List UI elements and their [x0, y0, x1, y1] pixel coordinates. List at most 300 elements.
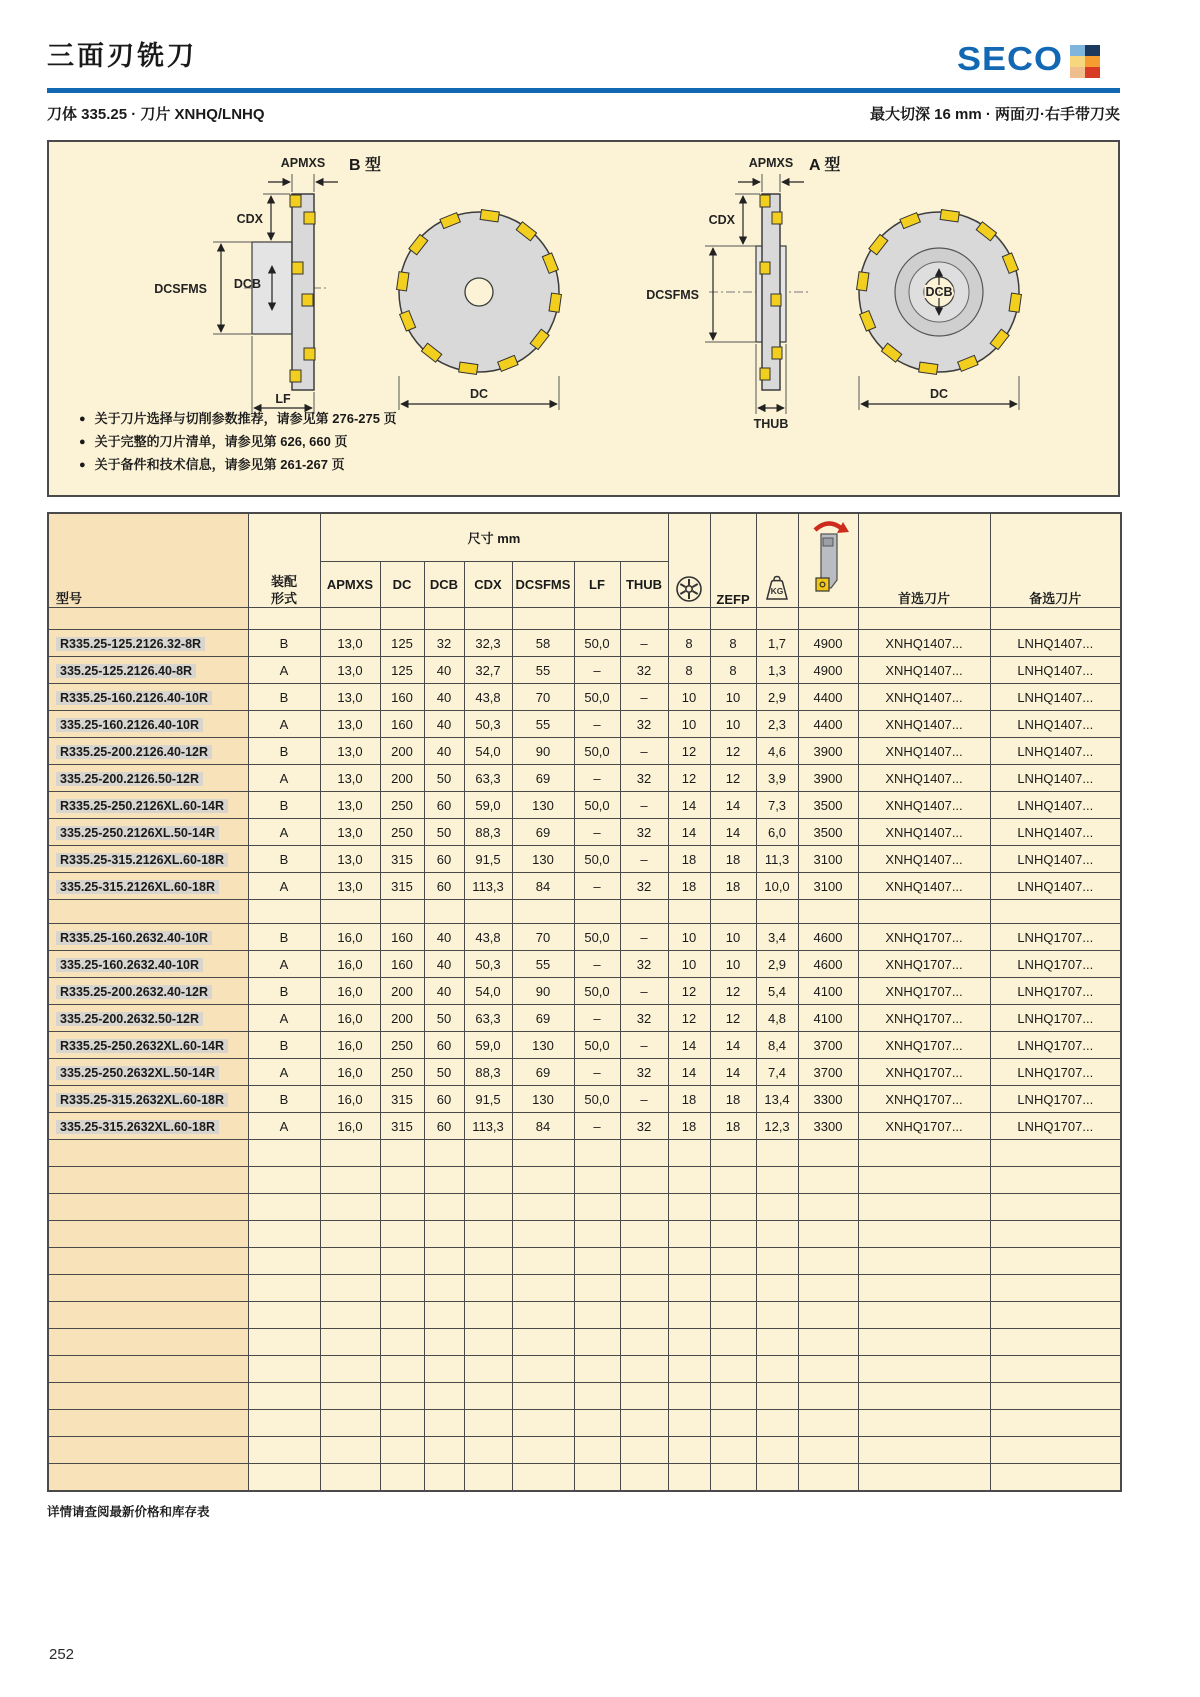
cell-mount: A: [248, 951, 320, 978]
cell-dcsfms: [512, 608, 574, 630]
cell-mount: B: [248, 738, 320, 765]
cell-dcsfms: 69: [512, 765, 574, 792]
cell-thub: [620, 1410, 668, 1437]
cell-alternate_insert: LNHQ1707...: [990, 951, 1121, 978]
cell-lf: [574, 900, 620, 924]
cell-dcb: [424, 900, 464, 924]
page-number: 252: [49, 1646, 75, 1663]
cell-dcsfms: [512, 1275, 574, 1302]
cell-lf: [574, 1221, 620, 1248]
cell-lf: 50,0: [574, 630, 620, 657]
cell-preferred_insert: XNHQ1707...: [858, 1086, 990, 1113]
cell-zefp: 12: [710, 738, 756, 765]
cell-teeth: [668, 1221, 710, 1248]
cell-cdx: 63,3: [464, 765, 512, 792]
cell-teeth: [668, 608, 710, 630]
cell-lf: 50,0: [574, 684, 620, 711]
cell-dc: 200: [380, 765, 424, 792]
cell-weight: 3,9: [756, 765, 798, 792]
cell-thub: –: [620, 1086, 668, 1113]
model-number: 335.25-125.2126.40-8R: [56, 664, 196, 678]
cell-teeth: 8: [668, 657, 710, 684]
dim-label-dc-a: DC: [929, 387, 949, 401]
cell-model: [48, 1275, 248, 1302]
dim-label-cdx-a: CDX: [708, 213, 735, 227]
cell-rpm_max: 3500: [798, 819, 858, 846]
cell-alternate_insert: [990, 1248, 1121, 1275]
cell-preferred_insert: XNHQ1407...: [858, 792, 990, 819]
cell-dcb: [424, 1437, 464, 1464]
cell-apmxs: 16,0: [320, 1113, 380, 1140]
col-group-size-mm: 尺寸 mm: [320, 513, 668, 561]
cell-thub: [620, 608, 668, 630]
subheader: [47, 103, 1120, 124]
cell-alternate_insert: [990, 1194, 1121, 1221]
logo-square: [1085, 56, 1100, 67]
cell-cdx: [464, 1194, 512, 1221]
cell-weight: [756, 1464, 798, 1491]
subheader-right: 最大切深 16 mm · 两面刃·右手带刀夹: [869, 106, 1120, 123]
cell-dcb: 60: [424, 846, 464, 873]
model-number: 335.25-200.2126.50-12R: [56, 772, 203, 786]
cell-thub: [620, 1248, 668, 1275]
model-number: R335.25-160.2632.40-10R: [56, 931, 212, 945]
cell-alternate_insert: [990, 1329, 1121, 1356]
cell-preferred_insert: XNHQ1707...: [858, 1059, 990, 1086]
cell-thub: [620, 1329, 668, 1356]
cell-cdx: [464, 1248, 512, 1275]
dim-label-dcsfms-a: DCSFMS: [646, 288, 699, 302]
cell-model: [48, 1437, 248, 1464]
cell-model: [48, 846, 248, 873]
dim-label-cdx-b: CDX: [236, 212, 263, 226]
cell-teeth: 12: [668, 738, 710, 765]
data-row: [48, 738, 1121, 765]
cell-thub: [620, 1464, 668, 1491]
cell-model: [48, 819, 248, 846]
cell-mount: B: [248, 1032, 320, 1059]
cell-model: [48, 657, 248, 684]
cell-teeth: [668, 1194, 710, 1221]
col-header-lf: LF: [574, 561, 620, 607]
data-row: [48, 1005, 1121, 1032]
cutter-a-side-view: [646, 156, 809, 431]
bullet-icon: ●: [79, 459, 86, 471]
cell-apmxs: 13,0: [320, 711, 380, 738]
cell-apmxs: [320, 1302, 380, 1329]
cell-dcsfms: 130: [512, 792, 574, 819]
cell-dcsfms: 84: [512, 873, 574, 900]
cell-apmxs: 13,0: [320, 819, 380, 846]
cell-lf: [574, 1383, 620, 1410]
cell-dcb: 40: [424, 738, 464, 765]
cell-dcsfms: [512, 1464, 574, 1491]
cell-alternate_insert: LNHQ1707...: [990, 924, 1121, 951]
model-number: 335.25-200.2632.50-12R: [56, 1012, 203, 1026]
col-header-max-rpm: [798, 513, 858, 608]
cell-weight: 7,4: [756, 1059, 798, 1086]
gear-teeth-icon: [674, 574, 704, 604]
cell-zefp: [710, 900, 756, 924]
cell-weight: 2,9: [756, 951, 798, 978]
dim-label-apmxs-b: APMXS: [280, 156, 326, 170]
cell-apmxs: [320, 1248, 380, 1275]
cell-dcb: 60: [424, 792, 464, 819]
cell-weight: 8,4: [756, 1032, 798, 1059]
cell-rpm_max: [798, 1356, 858, 1383]
cutter-b-front-view: [397, 210, 562, 410]
data-row: [48, 765, 1121, 792]
cell-teeth: 14: [668, 1032, 710, 1059]
cell-thub: –: [620, 738, 668, 765]
cell-cdx: [464, 1140, 512, 1167]
cell-preferred_insert: XNHQ1407...: [858, 711, 990, 738]
cell-dc: [380, 1248, 424, 1275]
cell-dcb: 60: [424, 873, 464, 900]
cell-lf: –: [574, 1113, 620, 1140]
cell-zefp: [710, 1194, 756, 1221]
catalog-table-body: [48, 608, 1121, 1491]
cell-teeth: 12: [668, 978, 710, 1005]
data-row: [48, 684, 1121, 711]
cell-rpm_max: [798, 1383, 858, 1410]
catalog-table: [47, 512, 1122, 1492]
cell-mount: [248, 1437, 320, 1464]
cell-apmxs: [320, 1275, 380, 1302]
cell-mount: A: [248, 1059, 320, 1086]
cell-dc: 315: [380, 846, 424, 873]
cell-weight: [756, 1356, 798, 1383]
svg-text:KG: KG: [770, 586, 784, 596]
cell-lf: –: [574, 951, 620, 978]
subheader-left: 刀体 335.25 · 刀片 XNHQ/LNHQ: [47, 106, 265, 123]
cell-dcb: [424, 1140, 464, 1167]
cell-zefp: [710, 1221, 756, 1248]
col-header-thub: THUB: [620, 561, 668, 607]
cell-mount: A: [248, 1113, 320, 1140]
cell-dc: [380, 900, 424, 924]
cell-teeth: 18: [668, 1113, 710, 1140]
cell-cdx: 50,3: [464, 711, 512, 738]
col-header-cdx: CDX: [464, 561, 512, 607]
cell-cdx: 63,3: [464, 1005, 512, 1032]
cell-preferred_insert: [858, 1248, 990, 1275]
cell-dcsfms: [512, 1194, 574, 1221]
cell-rpm_max: [798, 1167, 858, 1194]
cell-preferred_insert: [858, 1275, 990, 1302]
cell-cdx: [464, 1329, 512, 1356]
cell-apmxs: [320, 1356, 380, 1383]
cell-cdx: [464, 900, 512, 924]
cell-weight: [756, 1167, 798, 1194]
cell-rpm_max: 4600: [798, 924, 858, 951]
cell-lf: [574, 1356, 620, 1383]
cell-mount: A: [248, 1005, 320, 1032]
cell-dcsfms: [512, 1167, 574, 1194]
cell-dc: 200: [380, 978, 424, 1005]
model-number: R335.25-250.2126XL.60-14R: [56, 799, 228, 813]
data-row: [48, 1113, 1121, 1140]
cell-cdx: 50,3: [464, 951, 512, 978]
cell-mount: [248, 1167, 320, 1194]
cell-apmxs: 16,0: [320, 1005, 380, 1032]
data-row: [48, 1032, 1121, 1059]
cell-cdx: 32,3: [464, 630, 512, 657]
col-header-apmxs: APMXS: [320, 561, 380, 607]
col-header-dcsfms: DCSFMS: [512, 561, 574, 607]
cell-thub: [620, 1221, 668, 1248]
cell-weight: 3,4: [756, 924, 798, 951]
cell-zefp: [710, 1410, 756, 1437]
cell-cdx: 54,0: [464, 978, 512, 1005]
cell-alternate_insert: LNHQ1707...: [990, 1059, 1121, 1086]
cell-alternate_insert: LNHQ1407...: [990, 765, 1121, 792]
cell-preferred_insert: XNHQ1407...: [858, 738, 990, 765]
cell-preferred_insert: [858, 1302, 990, 1329]
cell-rpm_max: 4900: [798, 657, 858, 684]
cell-dcsfms: 55: [512, 657, 574, 684]
cell-teeth: 12: [668, 1005, 710, 1032]
cell-zefp: [710, 1302, 756, 1329]
cell-lf: 50,0: [574, 978, 620, 1005]
note-item: ● 关于备件和技术信息，请参见第 261-267 页: [79, 457, 345, 472]
cell-dc: 315: [380, 873, 424, 900]
data-row: [48, 873, 1121, 900]
cell-alternate_insert: LNHQ1407...: [990, 738, 1121, 765]
spindle-rotation-icon: [805, 514, 851, 604]
cell-mount: [248, 1221, 320, 1248]
cell-apmxs: 13,0: [320, 846, 380, 873]
cell-rpm_max: 4400: [798, 684, 858, 711]
cell-zefp: [710, 1167, 756, 1194]
cell-mount: B: [248, 684, 320, 711]
cell-weight: [756, 1437, 798, 1464]
cell-dcb: 50: [424, 1059, 464, 1086]
cell-dc: [380, 1329, 424, 1356]
model-number: 335.25-250.2126XL.50-14R: [56, 826, 219, 840]
cell-dc: 250: [380, 1032, 424, 1059]
cell-teeth: [668, 1410, 710, 1437]
cutter-b-side-view: [154, 156, 338, 414]
cell-weight: 7,3: [756, 792, 798, 819]
cell-thub: [620, 1302, 668, 1329]
cell-cdx: 43,8: [464, 924, 512, 951]
cell-dcb: [424, 1221, 464, 1248]
cell-lf: [574, 1329, 620, 1356]
cell-dcb: [424, 1302, 464, 1329]
cell-cdx: [464, 1383, 512, 1410]
cell-preferred_insert: XNHQ1707...: [858, 1113, 990, 1140]
cell-zefp: 14: [710, 819, 756, 846]
group-separator-row: [48, 900, 1121, 924]
cell-preferred_insert: [858, 1356, 990, 1383]
cell-mount: [248, 1275, 320, 1302]
cell-dc: [380, 1167, 424, 1194]
empty-row: [48, 1275, 1121, 1302]
cell-dc: [380, 1356, 424, 1383]
data-row: [48, 1086, 1121, 1113]
cell-apmxs: [320, 1167, 380, 1194]
col-header-teeth-count: [668, 513, 710, 608]
cell-dc: 160: [380, 711, 424, 738]
cell-dcb: 40: [424, 978, 464, 1005]
cell-cdx: 113,3: [464, 1113, 512, 1140]
cell-thub: [620, 1194, 668, 1221]
cell-rpm_max: [798, 1194, 858, 1221]
cell-dcsfms: 69: [512, 1005, 574, 1032]
cell-teeth: [668, 1383, 710, 1410]
cell-zefp: 18: [710, 873, 756, 900]
cell-teeth: [668, 1356, 710, 1383]
cell-preferred_insert: XNHQ1407...: [858, 873, 990, 900]
cell-zefp: 10: [710, 951, 756, 978]
cell-lf: 50,0: [574, 738, 620, 765]
cell-rpm_max: 3700: [798, 1059, 858, 1086]
logo-square: [1070, 45, 1085, 56]
cell-rpm_max: 3900: [798, 765, 858, 792]
cell-alternate_insert: [990, 1410, 1121, 1437]
cell-thub: 32: [620, 1005, 668, 1032]
cell-model: [48, 1329, 248, 1356]
empty-row: [48, 1437, 1121, 1464]
cell-model: [48, 738, 248, 765]
cell-preferred_insert: XNHQ1407...: [858, 657, 990, 684]
cell-weight: 11,3: [756, 846, 798, 873]
cell-alternate_insert: LNHQ1407...: [990, 684, 1121, 711]
seco-logo-text: SECO: [956, 39, 1063, 78]
cell-zefp: 8: [710, 630, 756, 657]
cell-dc: [380, 1410, 424, 1437]
logo-square: [1070, 56, 1085, 67]
cell-mount: [248, 1194, 320, 1221]
cell-lf: [574, 1437, 620, 1464]
note-item: ● 关于完整的刀片清单，请参见第 626, 660 页: [79, 434, 348, 449]
cell-alternate_insert: LNHQ1707...: [990, 1113, 1121, 1140]
cell-preferred_insert: [858, 1464, 990, 1491]
dim-label-thub-a: THUB: [753, 417, 789, 431]
model-number: 335.25-315.2632XL.60-18R: [56, 1120, 219, 1134]
cell-preferred_insert: [858, 1329, 990, 1356]
cell-model: [48, 924, 248, 951]
cell-mount: A: [248, 711, 320, 738]
cell-zefp: [710, 1464, 756, 1491]
col-header-weight: [756, 513, 798, 608]
cell-preferred_insert: [858, 1140, 990, 1167]
cell-zefp: [710, 1437, 756, 1464]
cell-zefp: [710, 1383, 756, 1410]
cell-alternate_insert: [990, 1275, 1121, 1302]
cell-dc: 160: [380, 684, 424, 711]
cell-dcsfms: [512, 1329, 574, 1356]
cell-rpm_max: [798, 1248, 858, 1275]
cell-cdx: 113,3: [464, 873, 512, 900]
data-row: [48, 819, 1121, 846]
cutter-a-front-view: [857, 210, 1022, 410]
cell-preferred_insert: [858, 1194, 990, 1221]
cell-alternate_insert: LNHQ1407...: [990, 873, 1121, 900]
cell-dcsfms: 70: [512, 684, 574, 711]
empty-row: [48, 1140, 1121, 1167]
cell-model: [48, 1464, 248, 1491]
cell-dc: [380, 1275, 424, 1302]
cell-dcb: 60: [424, 1032, 464, 1059]
data-row: [48, 792, 1121, 819]
cell-preferred_insert: XNHQ1407...: [858, 819, 990, 846]
cell-teeth: 18: [668, 846, 710, 873]
bullet-icon: ●: [79, 436, 86, 448]
cell-alternate_insert: [990, 1356, 1121, 1383]
col-header-mount: 装配 形式: [248, 513, 320, 608]
cell-zefp: 12: [710, 1005, 756, 1032]
cell-cdx: [464, 1410, 512, 1437]
cell-rpm_max: [798, 1221, 858, 1248]
footer-note: 详情请查阅最新价格和库存表: [47, 1505, 210, 1519]
cell-rpm_max: 3500: [798, 792, 858, 819]
cell-teeth: 18: [668, 1086, 710, 1113]
cell-alternate_insert: LNHQ1707...: [990, 1086, 1121, 1113]
cell-weight: 1,7: [756, 630, 798, 657]
empty-row: [48, 1248, 1121, 1275]
cell-thub: –: [620, 630, 668, 657]
cell-model: [48, 684, 248, 711]
cell-apmxs: [320, 608, 380, 630]
cell-zefp: [710, 1275, 756, 1302]
cell-preferred_insert: [858, 608, 990, 630]
data-row: [48, 978, 1121, 1005]
cell-preferred_insert: [858, 1410, 990, 1437]
cell-dcsfms: 58: [512, 630, 574, 657]
cell-mount: [248, 1329, 320, 1356]
cell-dcsfms: 90: [512, 738, 574, 765]
cell-thub: 32: [620, 1113, 668, 1140]
cell-model: [48, 1113, 248, 1140]
cell-preferred_insert: [858, 1221, 990, 1248]
cell-rpm_max: 4100: [798, 1005, 858, 1032]
cell-dcb: [424, 1248, 464, 1275]
empty-row: [48, 1194, 1121, 1221]
cell-apmxs: [320, 1140, 380, 1167]
cell-mount: [248, 1410, 320, 1437]
cell-zefp: [710, 1356, 756, 1383]
cell-cdx: [464, 1221, 512, 1248]
cell-mount: [248, 608, 320, 630]
cell-cdx: 88,3: [464, 819, 512, 846]
cell-model: [48, 1410, 248, 1437]
cell-dc: [380, 1194, 424, 1221]
cell-zefp: [710, 1329, 756, 1356]
cell-teeth: [668, 900, 710, 924]
cell-preferred_insert: XNHQ1707...: [858, 1032, 990, 1059]
cell-teeth: 14: [668, 1059, 710, 1086]
table-header: [48, 513, 1121, 608]
col-header-dc: DC: [380, 561, 424, 607]
cell-rpm_max: [798, 1437, 858, 1464]
cell-apmxs: [320, 1221, 380, 1248]
cell-thub: –: [620, 924, 668, 951]
cell-thub: [620, 1167, 668, 1194]
cell-alternate_insert: LNHQ1707...: [990, 1005, 1121, 1032]
cell-lf: 50,0: [574, 792, 620, 819]
cell-thub: –: [620, 1032, 668, 1059]
model-number: 335.25-250.2632XL.50-14R: [56, 1066, 219, 1080]
cell-dcb: [424, 1194, 464, 1221]
cell-dcb: 40: [424, 711, 464, 738]
cell-dcb: [424, 1410, 464, 1437]
cell-alternate_insert: [990, 1302, 1121, 1329]
cell-alternate_insert: LNHQ1407...: [990, 630, 1121, 657]
cell-dcb: [424, 1383, 464, 1410]
cell-mount: A: [248, 657, 320, 684]
